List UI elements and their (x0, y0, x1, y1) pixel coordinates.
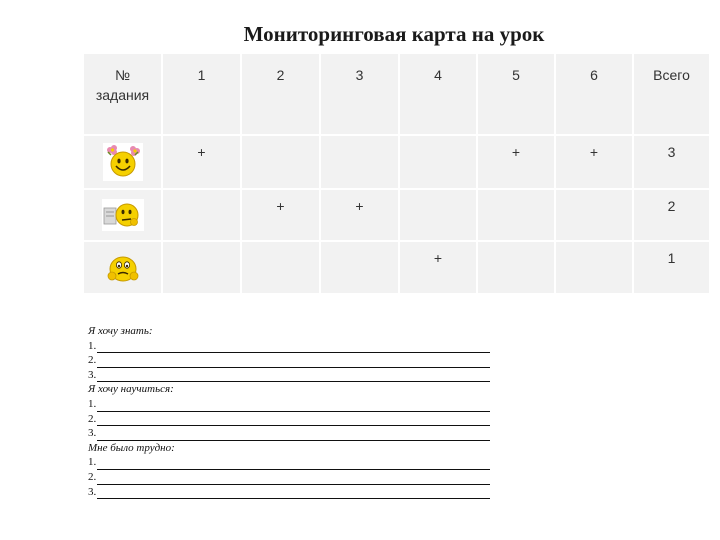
notes-heading-want-to-learn: Я хочу научиться: (88, 383, 174, 396)
row-2-task-2: + (242, 190, 319, 240)
row-2-icon-cell (84, 190, 161, 240)
header-task-4: 4 (400, 54, 476, 134)
answer-underline (97, 401, 490, 412)
line-number: 3. (88, 368, 97, 381)
answer-underline (97, 488, 490, 499)
row-3-task-2 (242, 242, 319, 293)
notes-line[interactable] (88, 339, 490, 354)
row-3-task-3 (321, 242, 398, 293)
row-1-task-6: + (556, 136, 632, 188)
answer-underline (97, 459, 490, 470)
header-task-2: 2 (242, 54, 319, 134)
header-task-3: 3 (321, 54, 398, 134)
answer-underline (97, 342, 490, 353)
notes-heading-want-to-know: Я хочу знать: (88, 325, 153, 337)
row-3-task-1 (163, 242, 240, 293)
line-number: 3. (88, 427, 97, 440)
notes-line[interactable] (88, 485, 490, 500)
worried-smiley-icon (105, 252, 141, 284)
row-1-total: 3 (634, 136, 709, 188)
line-number: 2. (88, 354, 97, 367)
row-3-task-4: + (400, 242, 476, 293)
header-task-number-label: № задания (95, 67, 150, 103)
reflection-notes (88, 324, 490, 499)
notes-line[interactable] (88, 426, 490, 441)
header-total: Всего (634, 54, 709, 134)
notes-line[interactable] (88, 470, 490, 485)
row-2-task-4 (400, 190, 476, 240)
answer-underline (97, 474, 490, 485)
thinking-smiley-icon (101, 198, 145, 232)
header-task-number (84, 54, 161, 134)
answer-underline (97, 415, 490, 426)
line-number: 2. (88, 412, 97, 425)
row-3-total: 1 (634, 242, 709, 293)
notes-line[interactable] (88, 353, 490, 368)
monitoring-table (84, 54, 695, 287)
row-2-total: 2 (634, 190, 709, 240)
notes-line[interactable] (88, 412, 490, 427)
notes-heading-was-difficult: Мне было трудно: (88, 441, 175, 454)
row-1-icon-cell (84, 136, 161, 188)
answer-underline (97, 357, 490, 368)
answer-underline (97, 371, 490, 382)
line-number: 2. (88, 470, 97, 483)
notes-line[interactable] (88, 397, 490, 412)
page-title: Мониторинговая карта на урок (243, 22, 545, 46)
header-task-5: 5 (478, 54, 554, 134)
row-1-task-5: + (478, 136, 554, 188)
row-1-task-1: + (163, 136, 240, 188)
notes-line[interactable] (88, 368, 490, 383)
row-3-task-6 (556, 242, 632, 293)
line-number: 1. (88, 397, 97, 410)
row-3-task-5 (478, 242, 554, 293)
row-3-icon-cell (84, 242, 161, 293)
row-1-task-4 (400, 136, 476, 188)
notes-line[interactable] (88, 455, 490, 470)
flower-smiley-icon (102, 142, 144, 182)
row-2-task-1 (163, 190, 240, 240)
row-1-task-3 (321, 136, 398, 188)
line-number: 3. (88, 485, 97, 498)
line-number: 1. (88, 339, 97, 352)
row-2-task-6 (556, 190, 632, 240)
row-2-task-5 (478, 190, 554, 240)
answer-underline (97, 430, 490, 441)
line-number: 1. (88, 456, 97, 469)
row-2-task-3: + (321, 190, 398, 240)
header-task-1: 1 (163, 54, 240, 134)
header-task-6: 6 (556, 54, 632, 134)
row-1-task-2 (242, 136, 319, 188)
